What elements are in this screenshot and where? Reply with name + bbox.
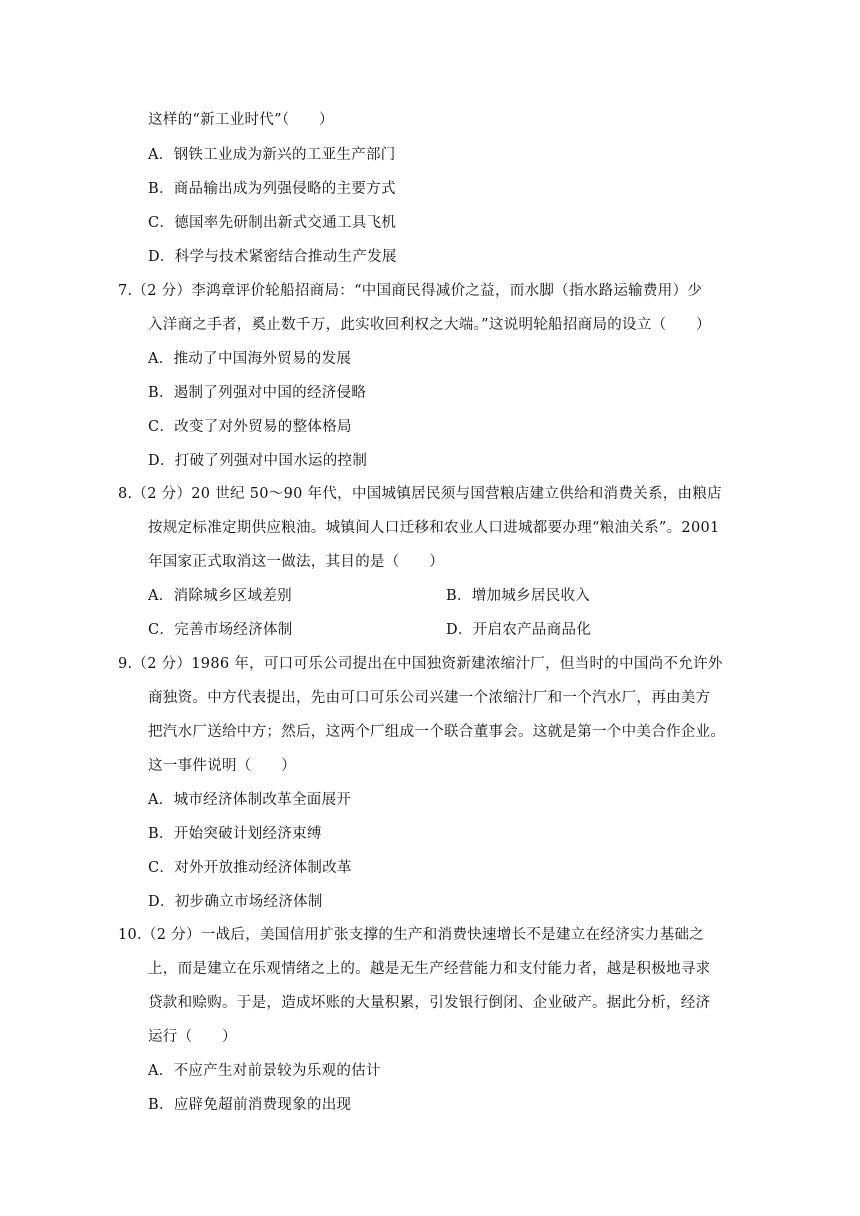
q7-option-d: D．打破了列强对中国水运的控制 [148, 453, 368, 469]
q6-option-d: D．科学与技术紧密结合推动生产发展 [148, 249, 397, 265]
q8-option-b: B．增加城乡居民收入 [446, 588, 591, 604]
q6-option-b: B．商品输出成为列强侵略的主要方式 [148, 181, 396, 197]
q7-option-b: B．遏制了列强对中国的经济侵略 [148, 385, 367, 401]
q7-stem-line-1: 7.（2 分）李鸿章评价轮船招商局：“中国商民得减价之益，而水脚（指水路运输费用）少 [118, 283, 703, 299]
q9-stem-line-1: 9.（2 分）1986 年，可口可乐公司提出在中国独资新建浓缩汁厂，但当时的中国尚不允许外 [118, 656, 723, 672]
q7-option-a: A．推动了中国海外贸易的发展 [148, 351, 352, 367]
q9-stem-line-4: 这一事件说明（ ） [148, 758, 296, 774]
q10-stem-line-2: 上，而是建立在乐观情绪之上的。越是无生产经营能力和支付能力者，越是积极地寻求 [148, 961, 711, 977]
q6-option-c: C．德国率先研制出新式交通工具飞机 [148, 215, 397, 231]
q7-option-c: C．改变了对外贸易的整体格局 [148, 419, 352, 435]
q9-option-c: C．对外开放推动经济体制改革 [148, 860, 352, 876]
q8-stem-line-3: 年国家正式取消这一做法，其目的是（ ） [148, 554, 444, 570]
q8-stem-line-1: 8.（2 分）20 世纪 50～90 年代，中国城镇居民须与国营粮店建立供给和消费关系，由粮店 [118, 486, 722, 502]
q9-stem-line-3: 把汽水厂送给中方；然后，这两个厂组成一个联合董事会。这就是第一个中美合作企业。 [148, 724, 726, 740]
q8-option-a: A．消除城乡区域差别 [148, 588, 292, 604]
q9-option-d: D．初步确立市场经济体制 [148, 894, 323, 910]
q6-option-a: A．钢铁工业成为新兴的工亚生产部门 [148, 147, 396, 163]
q10-stem-line-4: 运行（ ） [148, 1029, 237, 1045]
q8-stem-line-2: 按规定标准定期供应粮油。城镇间人口迁移和农业人口进城都要办理“粮油关系”。2001 [148, 520, 720, 536]
q8-option-d: D．开启农产品商品化 [446, 622, 592, 638]
q6-stem-tail: 这样的“新工业时代”（ ） [148, 112, 334, 128]
q10-stem-line-3: 贷款和赊购。于是，造成坏账的大量积累，引发银行倒闭、企业破产。据此分析，经济 [148, 995, 711, 1011]
q10-option-a: A．不应产生对前景较为乐观的估计 [148, 1063, 381, 1079]
q9-option-a: A．城市经济体制改革全面展开 [148, 792, 352, 808]
q10-option-b: B．应辟免超前消费现象的出现 [148, 1097, 352, 1113]
q8-option-c: C．完善市场经济体制 [148, 622, 293, 638]
q9-stem-line-2: 商独资。中方代表提出，先由可口可乐公司兴建一个浓缩汁厂和一个汽水厂，再由美方 [148, 690, 711, 706]
q10-stem-line-1: 10.（2 分）一战后，美国信用扩张支撑的生产和消费快速增长不是建立在经济实力基础之 [118, 927, 704, 943]
q9-option-b: B．开始突破计划经济束缚 [148, 826, 322, 842]
q7-stem-line-2: 入洋商之手者，奚止数千万，此实收回利权之大端。”这说明轮船招商局的设立（ ） [148, 317, 711, 333]
